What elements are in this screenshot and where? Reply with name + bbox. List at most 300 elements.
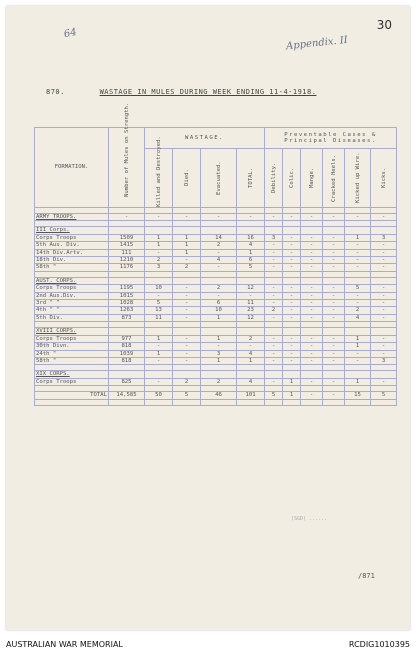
table-cell: - [201,343,237,350]
table-cell: 3 [371,357,397,364]
section-title: AUST. CORPS. [35,277,109,284]
spacer-cell [265,399,283,405]
table-cell: - [301,285,323,292]
section-title: XVIII CORPS. [35,328,109,335]
table-cell: - [173,285,201,292]
col-header-debility: Debility. [265,149,283,208]
table-cell: 2 [345,307,371,314]
table-row [35,257,397,264]
empty-cell [265,328,283,335]
table-cell: - [173,314,201,321]
col-header-mange: Mange. [301,149,323,208]
table-cell: 1 [201,314,237,321]
table-cell: 1195 [109,285,145,292]
empty-cell [145,371,173,378]
empty-cell [265,227,283,234]
table-cell: 4 [345,314,371,321]
table-cell: 4 [201,257,237,264]
table-row [35,350,397,357]
table-cell: - [301,242,323,249]
table-cell: - [323,350,345,357]
table-cell: 1263 [109,307,145,314]
empty-cell [201,328,237,335]
empty-cell [283,227,301,234]
table-cell: - [301,343,323,350]
empty-cell [371,371,397,378]
appendix-annotation: Appendix. II [285,34,349,53]
table-cell: - [145,343,173,350]
table-cell: 3 [145,264,173,271]
empty-cell [201,227,237,234]
table-cell: - [265,285,283,292]
total-cell: 14,585 [109,392,145,399]
table-cell: - [301,214,323,221]
table-cell: - [265,257,283,264]
table-cell: - [301,292,323,299]
document-number: 870. [46,88,65,96]
table-cell: - [283,307,301,314]
empty-cell [345,371,371,378]
table-cell: 2 [265,307,283,314]
table-cell: - [283,314,301,321]
empty-cell [301,328,323,335]
table-cell: - [283,300,301,307]
table-cell: 2 [173,378,201,385]
table-cell: 10 [145,285,173,292]
section-header-row [35,277,397,284]
table-cell: - [371,300,397,307]
empty-cell [371,227,397,234]
table-cell: - [265,335,283,342]
table-cell: 1 [283,378,301,385]
table-cell: - [301,234,323,241]
table-cell: 2 [173,264,201,271]
row-formation: 24th " [35,350,109,357]
table-cell: 1415 [109,242,145,249]
table-cell: - [371,350,397,357]
total-cell: - [301,392,323,399]
table-cell: 3 [265,234,283,241]
table-cell: 5 [145,300,173,307]
empty-cell [201,277,237,284]
col-header-colic: Colic. [283,149,301,208]
table-cell: - [265,357,283,364]
table-cell: - [283,335,301,342]
table-cell: - [371,257,397,264]
table-cell: 4 [237,378,265,385]
table-row [35,292,397,299]
document-header [46,88,316,96]
table-cell: - [371,307,397,314]
empty-cell [173,277,201,284]
table-cell: - [283,285,301,292]
table-cell: - [283,214,301,221]
table-cell: - [265,378,283,385]
empty-cell [109,227,145,234]
table-cell: - [345,264,371,271]
empty-cell [345,328,371,335]
empty-cell [201,371,237,378]
table-cell: 6 [201,300,237,307]
total-cell: 5 [265,392,283,399]
wastage-table [34,102,397,406]
table-cell: - [301,357,323,364]
empty-cell [265,277,283,284]
section-header-row [35,227,397,234]
table-cell: - [323,314,345,321]
table-cell: - [173,307,201,314]
table-cell: - [371,314,397,321]
spacer-cell [173,399,201,405]
table-row [35,249,397,256]
table-cell: 11 [237,300,265,307]
total-cell: 15 [345,392,371,399]
table-cell: - [283,357,301,364]
table-cell: - [371,292,397,299]
empty-cell [237,371,265,378]
table-row [35,242,397,249]
table-cell: 5 [345,285,371,292]
table-cell: - [323,249,345,256]
table-cell: - [371,264,397,271]
table-cell: - [145,214,173,221]
table-cell: - [265,300,283,307]
table-cell: 2 [201,285,237,292]
total-cell: 5 [371,392,397,399]
row-formation: 2nd Aus.Div. [35,292,109,299]
table-row [35,314,397,321]
table-cell: - [345,350,371,357]
table-cell: 16 [237,234,265,241]
table-cell: 825 [109,378,145,385]
table-cell: - [173,292,201,299]
table-cell: 11 [145,314,173,321]
empty-cell [283,328,301,335]
empty-cell [323,371,345,378]
table-cell: 1 [345,343,371,350]
table-cell: - [265,350,283,357]
total-cell: 50 [145,392,173,399]
table-cell: - [173,335,201,342]
spacer-cell [301,399,323,405]
table-row [35,335,397,342]
spacer-cell [323,399,345,405]
table-cell: - [173,257,201,264]
empty-cell [283,371,301,378]
total-row [35,392,397,399]
table-cell: 4 [237,242,265,249]
table-cell: 1 [145,234,173,241]
table-cell: - [265,242,283,249]
row-formation: Corps Troops [35,234,109,241]
table-cell: 111 [109,249,145,256]
col-header-kicked-up-wire: Kicked up Wire. [345,149,371,208]
total-cell: 1 [283,392,301,399]
total-cell: 101 [237,392,265,399]
formation-header: FORMATION. [35,128,109,208]
empty-cell [173,328,201,335]
empty-cell [173,371,201,378]
table-cell: - [201,264,237,271]
row-formation: 5th Div. [35,314,109,321]
table-cell: - [301,300,323,307]
row-formation: 18th Div. [35,257,109,264]
table-cell: - [323,292,345,299]
table-cell: - [301,314,323,321]
row-formation: 4th " " [35,307,109,314]
total-cell: 5 [173,392,201,399]
table-cell: 1 [145,350,173,357]
table-cell: - [323,300,345,307]
table-cell: 2 [145,257,173,264]
table-cell: - [145,357,173,364]
table-cell: 1 [145,242,173,249]
empty-cell [323,328,345,335]
table-cell: 818 [109,357,145,364]
col-header-kicks: Kicks. [371,149,397,208]
table-cell: - [173,350,201,357]
table-row [35,307,397,314]
table-cell: - [371,343,397,350]
table-cell: - [345,257,371,264]
archive-caption-right: RCDIG1010395 [348,640,410,649]
spacer-cell [371,399,397,405]
table-cell: 5 [237,264,265,271]
table-cell: - [301,307,323,314]
total-label: TOTAL [35,392,109,399]
empty-cell [301,371,323,378]
empty-cell [237,328,265,335]
table-cell: 13 [145,307,173,314]
col-header-killed: Killed and Destroyed. [145,149,173,208]
table-cell: 977 [109,335,145,342]
table-cell: - [237,343,265,350]
table-cell: 1 [345,378,371,385]
table-cell: - [283,343,301,350]
table-cell: - [173,343,201,350]
corner-annotation: 64 [62,26,78,41]
table-cell: 14 [201,234,237,241]
table-cell: 12 [237,285,265,292]
table-cell: - [145,292,173,299]
preventable-group-header: Preventable Cases & Principal Diseases. [265,128,397,149]
table-cell: 1 [345,335,371,342]
row-formation: 58th " [35,264,109,271]
table-cell: 3 [201,350,237,357]
section-header-row [35,214,397,221]
table-cell: - [173,357,201,364]
table-cell: - [265,343,283,350]
table-cell: 1 [173,249,201,256]
table-cell: - [283,234,301,241]
row-formation: 58th " [35,357,109,364]
table-cell: 23 [237,307,265,314]
spacer-cell [145,399,173,405]
document-title: WASTAGE IN MULES DURING WEEK ENDING 11-4-1918. [99,88,317,96]
empty-cell [323,277,345,284]
table-cell: - [371,242,397,249]
empty-cell [145,277,173,284]
table-cell: - [283,242,301,249]
col-header-died: Died. [173,149,201,208]
table-cell: - [323,234,345,241]
table-cell: - [301,249,323,256]
empty-cell [109,328,145,335]
empty-cell [237,227,265,234]
table-cell: - [237,292,265,299]
spacer-cell [109,399,145,405]
col-header-mules: Number of Mules on Strength. [109,128,145,208]
total-cell: 46 [201,392,237,399]
table-cell: - [371,214,397,221]
table-cell: - [301,257,323,264]
table-cell: - [145,249,173,256]
stamp-text: (SGD) ...... [291,516,328,522]
table-cell: 1 [345,234,371,241]
table-cell: - [323,264,345,271]
empty-cell [371,277,397,284]
section-header-row [35,328,397,335]
table-cell: 4 [237,350,265,357]
table-cell: 1 [237,249,265,256]
table-cell: - [201,292,237,299]
table-cell: 1509 [109,234,145,241]
table-cell: - [371,378,397,385]
table-cell: - [201,249,237,256]
table-cell: 1210 [109,257,145,264]
table-cell: - [265,264,283,271]
section-header-row [35,371,397,378]
table-cell: - [237,214,265,221]
table-cell: 1 [145,335,173,342]
table-cell: - [345,214,371,221]
table-cell: - [301,350,323,357]
page-number: 30 [376,18,392,32]
table-cell: 1028 [109,300,145,307]
col-header-total: TOTAL. [237,149,265,208]
row-formation: 30th Divn. [35,343,109,350]
table-cell: - [265,314,283,321]
empty-cell [109,277,145,284]
empty-cell [145,328,173,335]
table-cell: - [323,242,345,249]
table-cell: 3 [371,234,397,241]
table-cell: 2 [201,378,237,385]
spacer-row [35,399,397,405]
table-cell: - [345,242,371,249]
spacer-cell [35,399,109,405]
empty-cell [345,227,371,234]
table-cell: - [283,264,301,271]
table-cell: - [345,249,371,256]
table-cell: - [265,214,283,221]
empty-cell [173,227,201,234]
empty-cell [345,277,371,284]
table-cell: - [323,285,345,292]
col-header-evacuated: Evacuated. [201,149,237,208]
table-cell: 2 [201,242,237,249]
table-cell: - [283,350,301,357]
table-cell: - [345,292,371,299]
table-row [35,264,397,271]
table-row [35,343,397,350]
row-formation: 14th Div.Artv. [35,249,109,256]
empty-cell [283,277,301,284]
table-cell: - [323,307,345,314]
table-cell: 6 [237,257,265,264]
section-title: III Corps. [35,227,109,234]
wastage-group-header: WASTAGE. [145,128,265,149]
table-cell: - [201,214,237,221]
row-formation: Corps Troops [35,285,109,292]
table-cell: 1 [237,357,265,364]
table-cell: - [371,249,397,256]
spacer-cell [201,399,237,405]
spacer-cell [283,399,301,405]
table-cell: - [301,378,323,385]
section-title: XIX CORPS. [35,371,109,378]
table-cell: 10 [201,307,237,314]
table-cell: 1 [201,335,237,342]
table-cell: - [265,292,283,299]
empty-cell [371,328,397,335]
table-body [35,208,397,406]
table-cell: 12 [237,314,265,321]
table-cell: - [323,335,345,342]
section-title: ARMY TROOPS. [35,214,109,221]
empty-cell [145,227,173,234]
table-cell: - [323,357,345,364]
table-cell: 1176 [109,264,145,271]
table-row [35,234,397,241]
empty-cell [109,371,145,378]
table-cell: - [345,300,371,307]
table-cell: - [173,214,201,221]
total-cell: - [323,392,345,399]
col-header-cracked-heels: Cracked Heels. [323,149,345,208]
row-formation: 3rd " " [35,300,109,307]
table-cell: - [323,343,345,350]
table-cell: - [301,264,323,271]
spacer-cell [345,399,371,405]
document-page [6,6,410,630]
empty-cell [301,227,323,234]
table-cell: 873 [109,314,145,321]
table-cell: - [345,357,371,364]
table-cell: - [173,300,201,307]
table-cell: - [323,257,345,264]
footer-reference: /871 [358,572,375,580]
table-cell: - [145,378,173,385]
table-cell: 2 [237,335,265,342]
table-cell: 1039 [109,350,145,357]
table-cell: - [283,249,301,256]
archive-caption-left: AUSTRALIAN WAR MEMORIAL [6,640,123,649]
table-row [35,357,397,364]
table-cell: - [283,257,301,264]
empty-cell [237,277,265,284]
row-formation: Corps Troops [35,335,109,342]
table-cell: 1 [201,357,237,364]
table-cell: - [371,335,397,342]
table-cell: - [323,378,345,385]
empty-cell [323,227,345,234]
table-cell: 1 [173,242,201,249]
table-cell: - [109,214,145,221]
empty-cell [265,371,283,378]
empty-cell [301,277,323,284]
table-row [35,378,397,385]
